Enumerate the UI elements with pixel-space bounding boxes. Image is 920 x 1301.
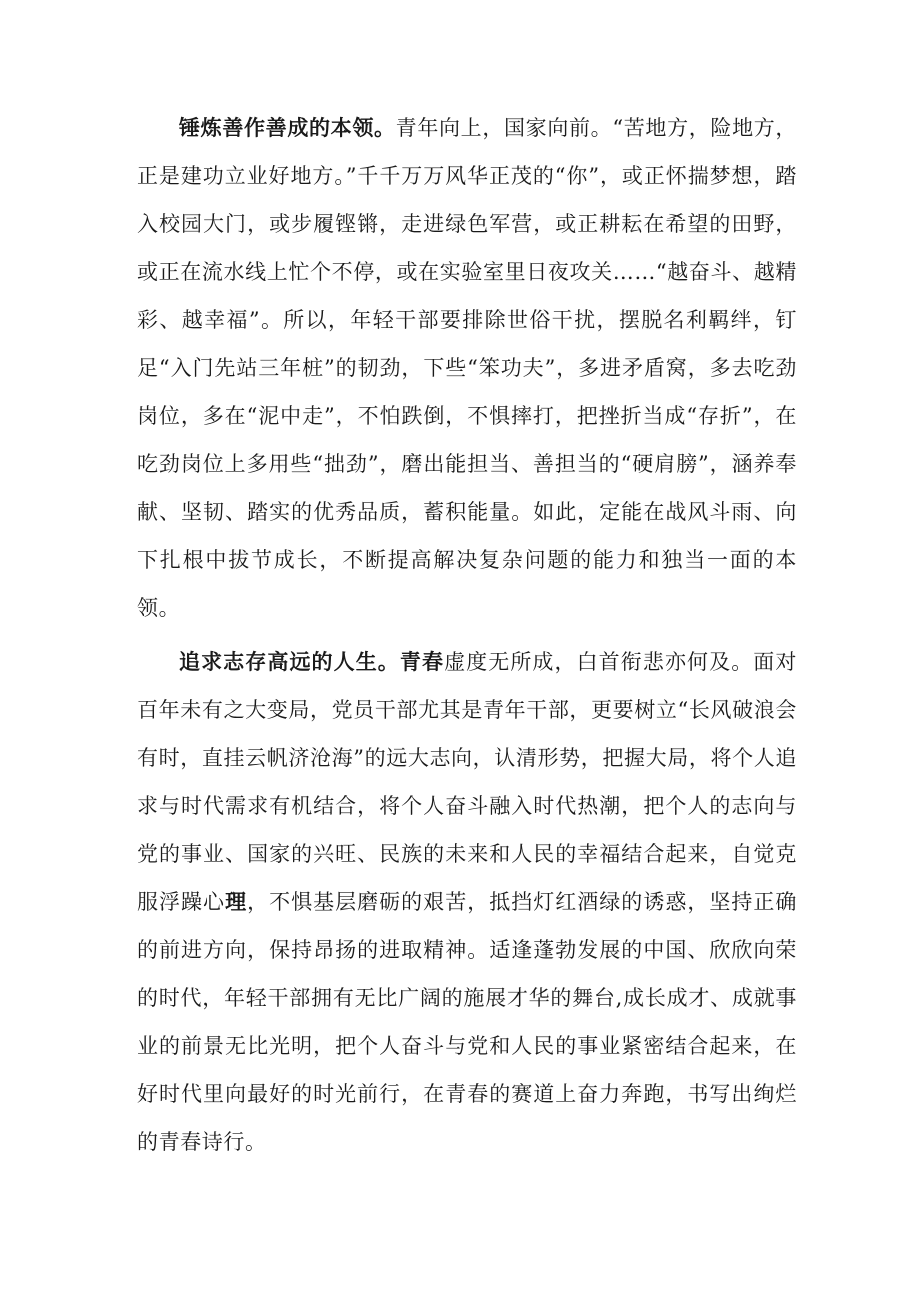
paragraph-heading: 锤炼善作善成的本领。 xyxy=(179,115,396,140)
paragraph-heading: 追求志存高远的人生。青春 xyxy=(179,649,445,674)
paragraph-skills xyxy=(137,104,797,632)
paragraph-emphasis: 理 xyxy=(225,889,248,914)
paragraph-body: 青年向上，国家向前。“苦地方，险地方，正是建功立业好地方。”千千万万风华正茂的“你”，或正怀揣梦想，踏入校园大门，或步履铿锵，走进绿色军营，或正耕耘在希望的田野，或正在流水线上忙个不停，或在实验室里日夜攻关……“越奋斗、越精彩、越幸福”。所以，年轻干部要排除世俗干扰，摆脱名利羁绊，钉足“入门先站三年桩”的韧劲，下些“笨功夫”，多进矛盾窝，多去吃劲岗位，多在“泥中走”，不怕跌倒，不惧摔打，把挫折当成“存折”，在吃劲岗位上多用些“拙劲”，磨出能担当、善担当的“硬肩膀”，涵养奉献、坚韧、踏实的优秀品质，蓄积能量。如此，定能在战风斗雨、向下扎根中拔节成长，不断提高解决复杂问题的能力和独当一面的本领。 xyxy=(137,116,798,620)
document-page xyxy=(137,104,797,1166)
paragraph-body: 虚度无所成，白首衔悲亦何及。面对百年未有之大变局，党员干部尤其是青年干部，更要树立“长风破浪会有时，直挂云帆济沧海”的远大志向，认清形势，把握大局，将个人追求与时代需求有机结合，将个人奋斗融入时代热潮，把个人的志向与党的事业、国家的兴旺、民族的未来和人民的幸福结合起来，自觉克服浮躁心 xyxy=(137,650,797,914)
paragraph-ambition xyxy=(137,638,797,1166)
paragraph-body: ，不惧基层磨砺的艰苦，抵挡灯红酒绿的诱惑，坚持正确的前进方向，保持昂扬的进取精神。适逢蓬勃发展的中国、欣欣向荣的时代，年轻干部拥有无比广阔的施展才华的舞台,成长成才、成就事业的前景无比光明，把个人奋斗与党和人民的事业紧密结合起来，在好时代里向最好的时光前行，在青春的赛道上奋力奔跑，书写出绚烂的青春诗行。 xyxy=(137,890,797,1154)
